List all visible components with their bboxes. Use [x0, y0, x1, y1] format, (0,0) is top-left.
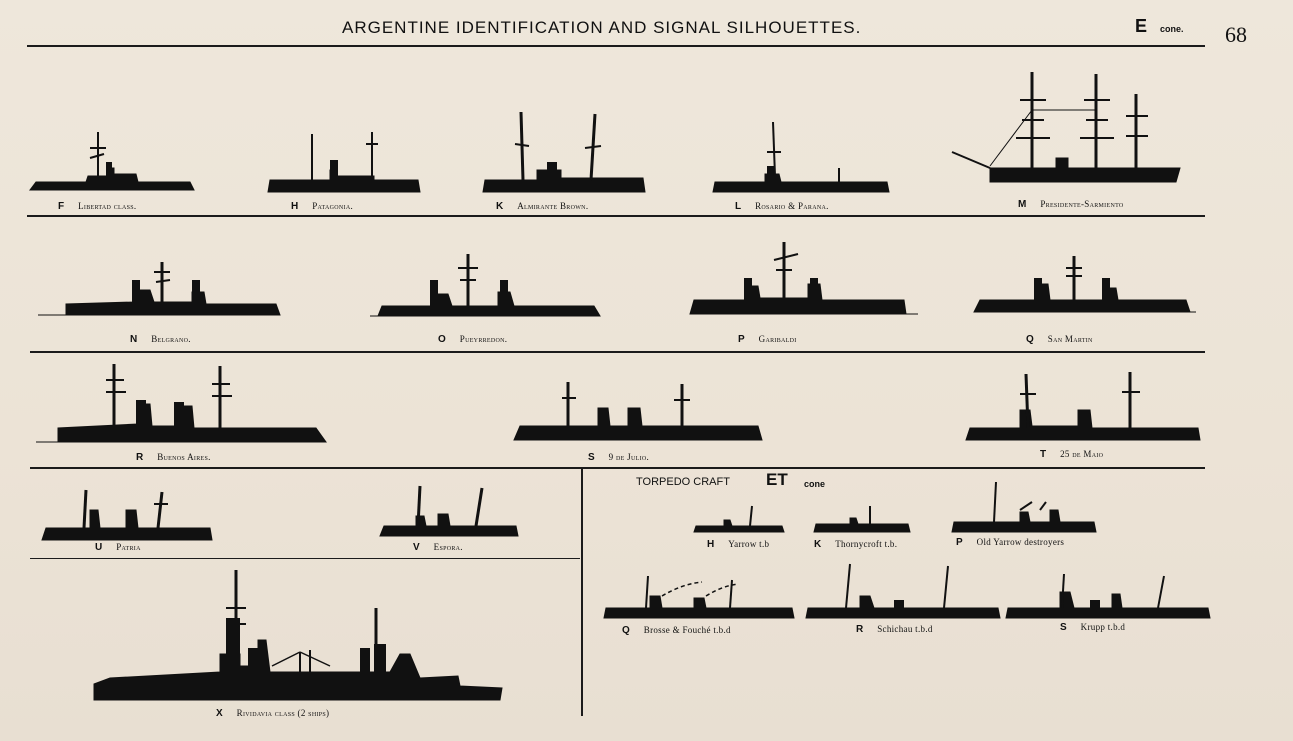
label-v [413, 542, 463, 553]
torpedo-label-s [1060, 622, 1125, 633]
ship-letter: K [496, 201, 504, 212]
vertical-divider [581, 468, 583, 716]
ship-silhouette-s [512, 380, 766, 444]
ship-silhouette-x [90, 568, 506, 704]
ship-letter: N [130, 334, 138, 345]
ship-silhouette-k [481, 110, 647, 196]
torpedo-letter: R [856, 624, 864, 635]
torpedo-label-q [622, 625, 731, 636]
signal-code-letter: E [1135, 16, 1148, 36]
ship-letter: H [291, 201, 299, 212]
ship-name: Libertad class. [78, 201, 137, 211]
torpedo-letter: Q [622, 625, 630, 636]
torpedo-name: Thornycroft t.b. [835, 539, 898, 549]
ship-silhouette-q [972, 254, 1198, 316]
ship-name: Almirante Brown. [517, 201, 589, 211]
ship-letter: O [438, 334, 446, 345]
ship-silhouette-v [378, 484, 522, 540]
torpedo-section-title: TORPEDO CRAFT [636, 476, 730, 488]
label-x [216, 708, 329, 719]
torpedo-silhouette-h [692, 504, 788, 534]
ship-letter: P [738, 334, 745, 345]
label-f [58, 201, 136, 212]
label-o [438, 334, 507, 345]
ship-letter: X [216, 708, 223, 719]
ship-name: Garibaldi [758, 334, 797, 344]
label-u [95, 542, 141, 553]
ship-silhouette-t [964, 370, 1204, 444]
ship-letter: Q [1026, 334, 1034, 345]
label-t [1040, 449, 1103, 460]
ship-name: 25 de Maio [1060, 449, 1104, 459]
ship-name: Belgrano. [151, 334, 191, 344]
ship-name: Rosario & Parana. [755, 201, 829, 211]
ship-silhouette-o [368, 252, 604, 320]
torpedo-label-k [814, 539, 897, 550]
ship-silhouette-r [34, 362, 330, 446]
torpedo-code-suffix: cone [804, 479, 826, 489]
ship-name: Patagonia. [312, 201, 354, 211]
label-k [496, 201, 588, 212]
torpedo-code-letter: ET [766, 470, 788, 489]
ship-letter: V [413, 542, 420, 553]
torpedo-label-h [707, 539, 769, 550]
ship-silhouette-u [38, 488, 218, 544]
ship-name: Espora. [433, 542, 463, 552]
ship-name: San Martin [1047, 334, 1093, 344]
torpedo-letter: S [1060, 622, 1067, 633]
label-l [735, 201, 829, 212]
ship-name: Patria [116, 542, 141, 552]
ship-letter: U [95, 542, 103, 553]
label-m [1018, 199, 1124, 210]
ship-letter: T [1040, 449, 1047, 460]
torpedo-letter: P [956, 537, 963, 548]
row2-rule [30, 351, 1205, 353]
label-n [130, 334, 191, 345]
torpedo-label-p [956, 537, 1064, 548]
torpedo-silhouette-r [804, 562, 1004, 620]
torpedo-letter: K [814, 539, 822, 550]
ship-name: Rividavia class (2 ships) [236, 708, 330, 718]
torpedo-name: Old Yarrow destroyers [976, 537, 1065, 547]
torpedo-label-r [856, 624, 933, 635]
torpedo-name: Brosse & Fouché t.b.d [643, 625, 731, 635]
ship-silhouette-m [950, 70, 1185, 188]
torpedo-silhouette-q [602, 574, 798, 620]
ship-letter: M [1018, 199, 1027, 210]
torpedo-silhouette-k [812, 504, 914, 534]
page-title: ARGENTINE IDENTIFICATION AND SIGNAL SILHOUETTES. [342, 18, 862, 37]
label-p [738, 334, 797, 345]
ship-name: Buenos Aires. [157, 452, 211, 462]
label-q [1026, 334, 1093, 345]
torpedo-silhouette-s [1004, 572, 1214, 620]
header-rule [27, 45, 1205, 47]
label-s [588, 452, 649, 463]
torpedo-name: Yarrow t.b [728, 539, 770, 549]
signal-code-suffix: cone. [1160, 24, 1184, 34]
row3-rule [30, 467, 1205, 469]
label-r [136, 452, 211, 463]
ship-letter: F [58, 201, 65, 212]
torpedo-name: Krupp t.b.d [1080, 622, 1126, 632]
ship-name: Presidente-Sarmiento [1040, 199, 1124, 209]
row1-rule [27, 215, 1205, 217]
ship-letter: R [136, 452, 144, 463]
page-number: 68 [1225, 22, 1247, 47]
ship-letter: L [735, 201, 742, 212]
ship-name: Pueyrredon. [459, 334, 508, 344]
label-h [291, 201, 353, 212]
torpedo-silhouette-p [950, 480, 1100, 534]
torpedo-name: Schichau t.b.d [877, 624, 933, 634]
ship-silhouette-h [266, 130, 424, 196]
left-row4-rule [30, 558, 580, 559]
ship-silhouette-p [688, 240, 920, 318]
ship-silhouette-f [28, 128, 196, 198]
ship-silhouette-l [711, 120, 893, 196]
torpedo-letter: H [707, 539, 715, 550]
ship-letter: S [588, 452, 595, 463]
ship-silhouette-n [36, 258, 284, 318]
ship-name: 9 de Julio. [608, 452, 650, 462]
